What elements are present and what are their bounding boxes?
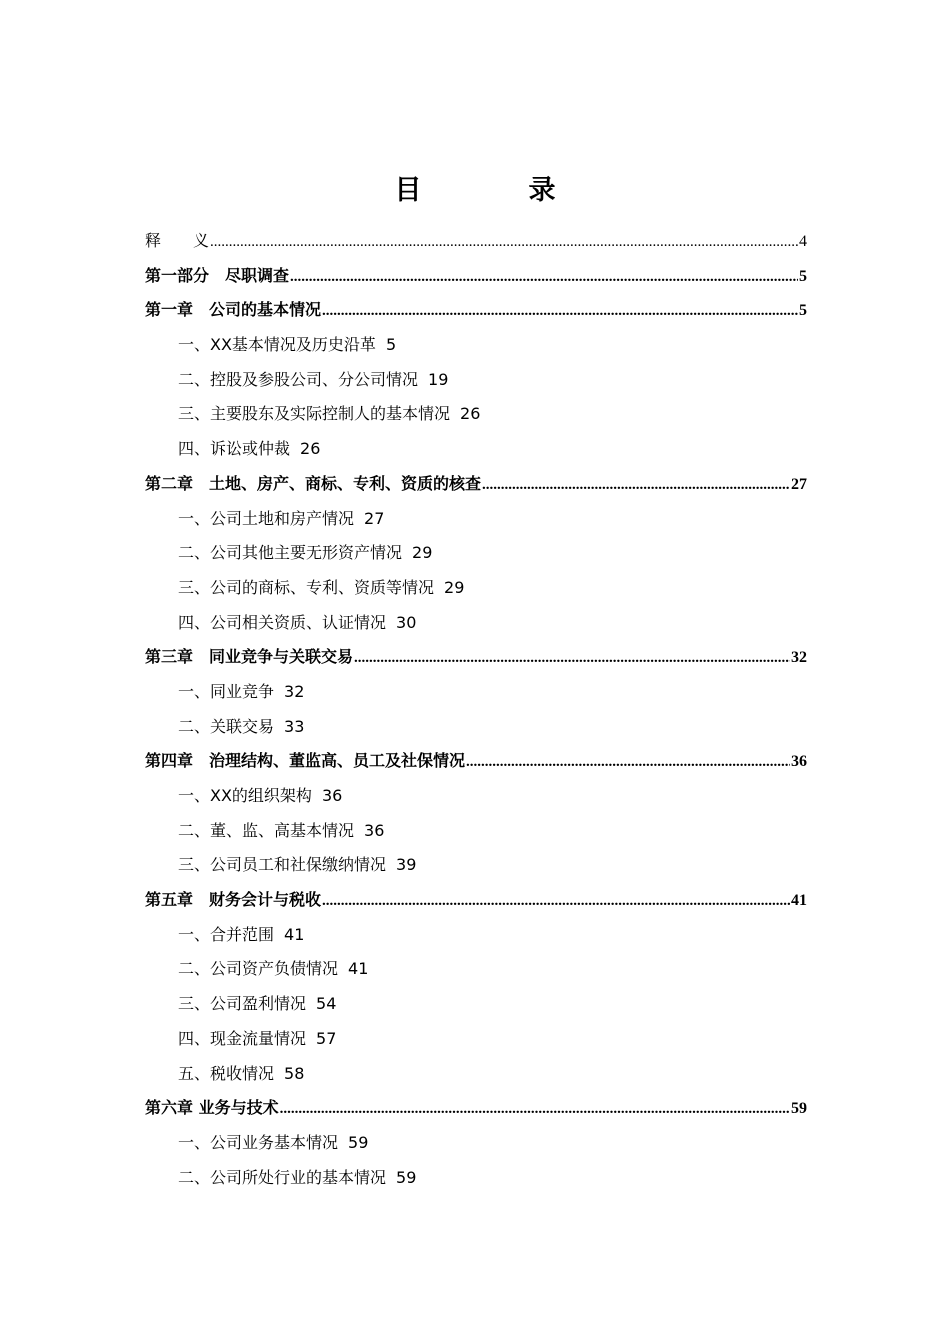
toc-entry[interactable] (145, 744, 807, 779)
toc-entry-label: 三、公司的商标、专利、资质等情况 (178, 577, 435, 597)
toc-leader-dots (322, 294, 798, 329)
toc-entry-label: 一、同业竞争 (178, 681, 275, 701)
toc-page-number: 59 (791, 1100, 807, 1118)
toc-entry[interactable] (145, 1091, 807, 1126)
toc-page-number: 41 (348, 959, 369, 979)
toc-entry[interactable] (145, 224, 807, 259)
toc-subentry[interactable] (145, 432, 807, 467)
toc-leader-dots (210, 225, 798, 260)
toc-page-number: 36 (321, 786, 343, 805)
toc-subentry[interactable] (145, 571, 807, 606)
toc-entry-label: 第三章 同业竞争与关联交易 (145, 647, 354, 667)
toc-page-number: 54 (316, 994, 337, 1014)
toc-entry-label: 二、关联交易 (178, 716, 275, 736)
toc-entry-label: 二、控股及参股公司、分公司情况 (178, 369, 419, 389)
toc-subentry[interactable] (145, 536, 807, 571)
toc-entry-label: 第一章 公司的基本情况 (145, 300, 322, 320)
toc-leader-dots (354, 641, 790, 676)
toc-entry-label: 一、合并范围 (178, 924, 275, 944)
toc-page-number: 19 (428, 369, 449, 389)
toc-entry[interactable] (145, 259, 807, 294)
toc-subentry[interactable] (145, 918, 807, 953)
toc-page-number: 36 (791, 753, 807, 771)
toc-entry-label: 二、公司资产负债情况 (178, 959, 339, 979)
toc-entry-label: 四、现金流量情况 (178, 1028, 307, 1048)
toc-entry[interactable] (145, 640, 807, 675)
page-title: 目 录 (394, 175, 596, 206)
toc-subentry[interactable] (145, 502, 807, 537)
toc-entry-label: 三、主要股东及实际控制人的基本情况 (178, 404, 451, 424)
toc-page-number: 58 (284, 1063, 305, 1083)
toc-entry-label: 三、公司盈利情况 (178, 994, 307, 1014)
toc-entry-label: 第六章 业务与技术 (145, 1098, 279, 1118)
toc-entry[interactable] (145, 467, 807, 502)
toc-subentry[interactable] (145, 675, 807, 710)
toc-leader-dots (290, 260, 798, 295)
toc-leader-dots (482, 468, 790, 503)
toc-entry-label: 第五章 财务会计与税收 (145, 890, 322, 910)
toc-entry-label: 一、公司业务基本情况 (178, 1132, 339, 1152)
toc-entry-label: 第一部分 尽职调查 (145, 265, 290, 285)
toc-page-number: 36 (364, 820, 385, 840)
toc-subentry[interactable] (145, 1126, 807, 1161)
toc-entry-label: 第二章 土地、房产、商标、专利、资质的核查 (145, 473, 482, 493)
toc-leader-dots (466, 745, 790, 780)
toc-page-number: 29 (412, 543, 433, 563)
toc-page-number: 32 (791, 649, 807, 667)
toc-subentry[interactable] (145, 1022, 807, 1057)
toc-page-number: 26 (300, 439, 321, 459)
table-of-contents (145, 224, 807, 1195)
toc-subentry[interactable] (145, 363, 807, 398)
toc-page-number: 30 (396, 612, 417, 632)
toc-page-number: 41 (791, 892, 807, 910)
toc-subentry[interactable] (145, 397, 807, 432)
toc-subentry[interactable] (145, 952, 807, 987)
toc-subentry[interactable] (145, 987, 807, 1022)
toc-page-number: 29 (444, 577, 465, 597)
toc-entry-label: 四、公司相关资质、认证情况 (178, 612, 387, 632)
toc-subentry[interactable] (145, 814, 807, 849)
toc-entry-label: 三、公司员工和社保缴纳情况 (178, 855, 387, 875)
toc-page-number: 4 (799, 233, 807, 250)
toc-page-number: 26 (460, 404, 481, 424)
toc-page-number: 57 (316, 1028, 337, 1048)
toc-leader-dots (280, 1092, 790, 1127)
toc-page-number: 27 (791, 475, 807, 493)
toc-page-number: 41 (284, 924, 305, 944)
toc-page-number: 33 (284, 716, 305, 736)
toc-page-number: 5 (799, 267, 807, 285)
toc-entry[interactable] (145, 293, 807, 328)
toc-subentry[interactable] (145, 710, 807, 745)
toc-entry-label: 一、XX基本情况及历史沿革 (178, 335, 376, 355)
toc-page-number: 59 (396, 1167, 417, 1187)
toc-entry-label: 二、董、监、高基本情况 (178, 820, 355, 840)
toc-subentry[interactable] (145, 779, 807, 814)
toc-entry[interactable] (145, 883, 807, 918)
toc-subentry[interactable] (145, 1057, 807, 1092)
toc-subentry[interactable] (145, 606, 807, 641)
toc-page-number: 27 (364, 508, 385, 528)
toc-page-number: 5 (799, 302, 807, 320)
toc-page-number: 39 (396, 855, 417, 875)
toc-entry-label: 五、税收情况 (178, 1063, 275, 1083)
toc-leader-dots (322, 884, 790, 919)
toc-subentry[interactable] (145, 1161, 807, 1196)
toc-subentry[interactable] (145, 328, 807, 363)
toc-entry-label: 二、公司其他主要无形资产情况 (178, 543, 403, 563)
toc-entry-label: 第四章 治理结构、董监高、员工及社保情况 (145, 751, 466, 771)
toc-entry-label: 四、诉讼或仲裁 (178, 439, 291, 459)
toc-entry-label: 二、公司所处行业的基本情况 (178, 1167, 387, 1187)
toc-entry-label: 一、XX的组织架构 (178, 786, 312, 805)
toc-entry-label: 释 义 (145, 231, 210, 250)
toc-entry-label: 一、公司土地和房产情况 (178, 508, 355, 528)
toc-page-number: 59 (348, 1132, 369, 1152)
toc-page-number: 5 (385, 335, 397, 355)
toc-subentry[interactable] (145, 848, 807, 883)
toc-page-number: 32 (284, 681, 305, 701)
